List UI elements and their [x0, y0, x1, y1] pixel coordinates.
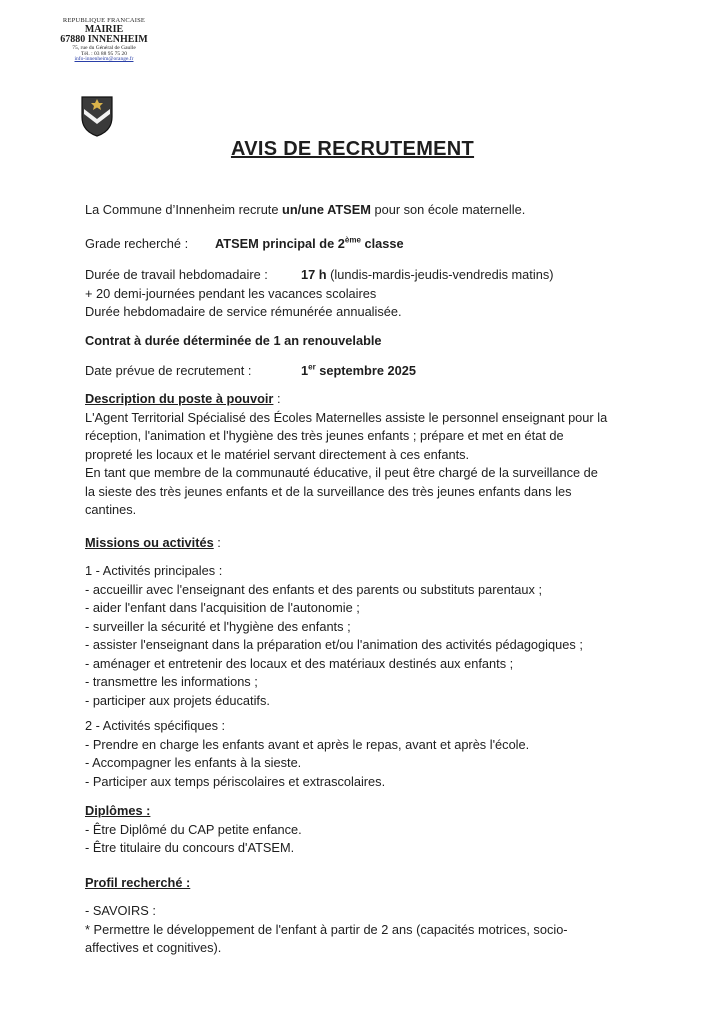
address-label: 75, rue du Général de Gaulle	[72, 44, 136, 51]
intro-position: un/une ATSEM	[282, 202, 371, 217]
list-item: - Participer aux temps périscolaires et extrascolaires.	[85, 773, 386, 789]
list-item: - aider l'enfant dans l'acquisition de l'autonomie ;	[85, 600, 360, 615]
principales-list	[85, 581, 645, 711]
profil-section	[85, 874, 645, 893]
principales-title: 1 - Activités principales :	[85, 563, 223, 578]
description-line: propreté les locaux et le matériel servant directement à ces enfants.	[85, 446, 470, 462]
specifiques-section	[85, 717, 645, 791]
duree-vacances: + 20 demi-journées pendant les vacances scolaires	[85, 285, 377, 301]
diplomes-list	[85, 821, 645, 858]
savoirs-line: affectives et cognitives).	[85, 940, 222, 955]
savoirs-section	[85, 902, 645, 958]
description-line: réception, l'animation et l'hygiène des très jeunes enfants ; prépare et met en état de	[85, 428, 564, 443]
list-item: - Prendre en charge les enfants avant et après le repas, avant et après l'école.	[85, 736, 530, 752]
list-item: - participer aux projets éducatifs.	[85, 692, 270, 708]
list-item: - surveiller la sécurité et l'hygiène des enfants ;	[85, 618, 351, 634]
date-line	[85, 362, 645, 381]
duree-label: Durée de travail hebdomadaire :	[85, 267, 268, 282]
missions-section: Missions ou activités :	[85, 535, 221, 550]
list-item: - transmettre les informations ;	[85, 674, 258, 689]
contrat-line: Contrat à durée déterminée de 1 an renouvelable	[85, 333, 382, 348]
date-label: Date prévue de recrutement :	[85, 363, 252, 378]
description-lines	[85, 409, 645, 520]
savoirs-label: - SAVOIRS :	[85, 903, 156, 918]
list-item: - Être titulaire du concours d'ATSEM.	[85, 840, 295, 855]
duree-annualisee: Durée hebdomadaire de service rémunérée annualisée.	[85, 304, 402, 319]
description-section: Description du poste à pouvoir : L'Agent Territorial Spécialisé des Écoles Maternelles assiste le personnel enseignant pour la réception, l'animation et l'hygiène des très jeunes enfants ; prépare et met en état de propreté les locaux et le matériel servant directement à ces enfants. En tant que membre de la communauté éducative, il peut être chargé de la surveillance de la sieste des très jeunes enfants et de la surveillance des très jeunes enfants dans les cantines.	[85, 390, 645, 520]
list-item: - aménager et entretenir des locaux et des matériaux destinés aux enfants ;	[85, 655, 514, 671]
savoirs-list	[85, 921, 645, 958]
page-title: AVIS DE RECRUTEMENT	[230, 138, 475, 160]
list-item: - accueillir avec l'enseignant des enfants et des parents ou substituts parentaux ;	[85, 581, 543, 597]
phone-label: Tél. : 03 88 95 75 20	[81, 50, 127, 57]
description-line: En tant que membre de la communauté éducative, il peut être chargé de la surveillance de	[85, 465, 598, 480]
intro-text-end: pour son école maternelle.	[370, 202, 526, 217]
list-item: - Accompagner les enfants à la sieste.	[85, 755, 302, 770]
description-line: la sieste des très jeunes enfants et de la surveillance des très jeunes enfants dans les	[85, 483, 572, 499]
coat-of-arms-icon	[80, 95, 114, 137]
diplomes-heading: Diplômes :	[85, 803, 151, 818]
profil-heading: Profil recherché :	[85, 875, 191, 890]
grade-label: Grade recherché :	[85, 236, 189, 251]
missions-heading: Missions ou activités	[85, 535, 214, 550]
duree-hours: 17 h	[301, 267, 327, 282]
republic-label: REPUBLIQUE FRANCAISE	[62, 17, 146, 24]
mairie-label: MAIRIE	[84, 23, 124, 35]
commune-label: 67880 INNENHEIM	[60, 34, 148, 46]
duree-days: (lundis-mardis-jeudis-vendredis matins)	[326, 267, 554, 282]
description-line: cantines.	[85, 502, 137, 517]
intro-text: La Commune d’Innenheim recrute	[85, 202, 283, 217]
specifiques-list	[85, 736, 645, 792]
savoirs-line: * Permettre le développement de l'enfant à partir de 2 ans (capacités motrices, socio-	[85, 921, 568, 937]
intro-line	[85, 201, 645, 220]
email-link[interactable]: info-innenheim@orange.fr	[74, 56, 134, 63]
list-item: - assister l'enseignant dans la préparation et/ou l'animation des activités pédagogiques ;	[85, 637, 583, 652]
diplomes-section	[85, 802, 645, 858]
grade-line	[85, 235, 645, 254]
description-line: L'Agent Territorial Spécialisé des Écoles Maternelles assiste le personnel enseignant pour la	[85, 409, 608, 425]
specifiques-title: 2 - Activités spécifiques :	[85, 718, 226, 733]
mairie-header	[52, 18, 156, 63]
principales-section	[85, 562, 645, 710]
duree-block	[85, 266, 645, 322]
description-heading: Description du poste à pouvoir	[85, 391, 274, 406]
grade-value: ATSEM principal de 2ème classe	[215, 235, 404, 251]
list-item: - Être Diplômé du CAP petite enfance.	[85, 821, 302, 837]
date-value: 1er septembre 2025	[301, 362, 416, 378]
